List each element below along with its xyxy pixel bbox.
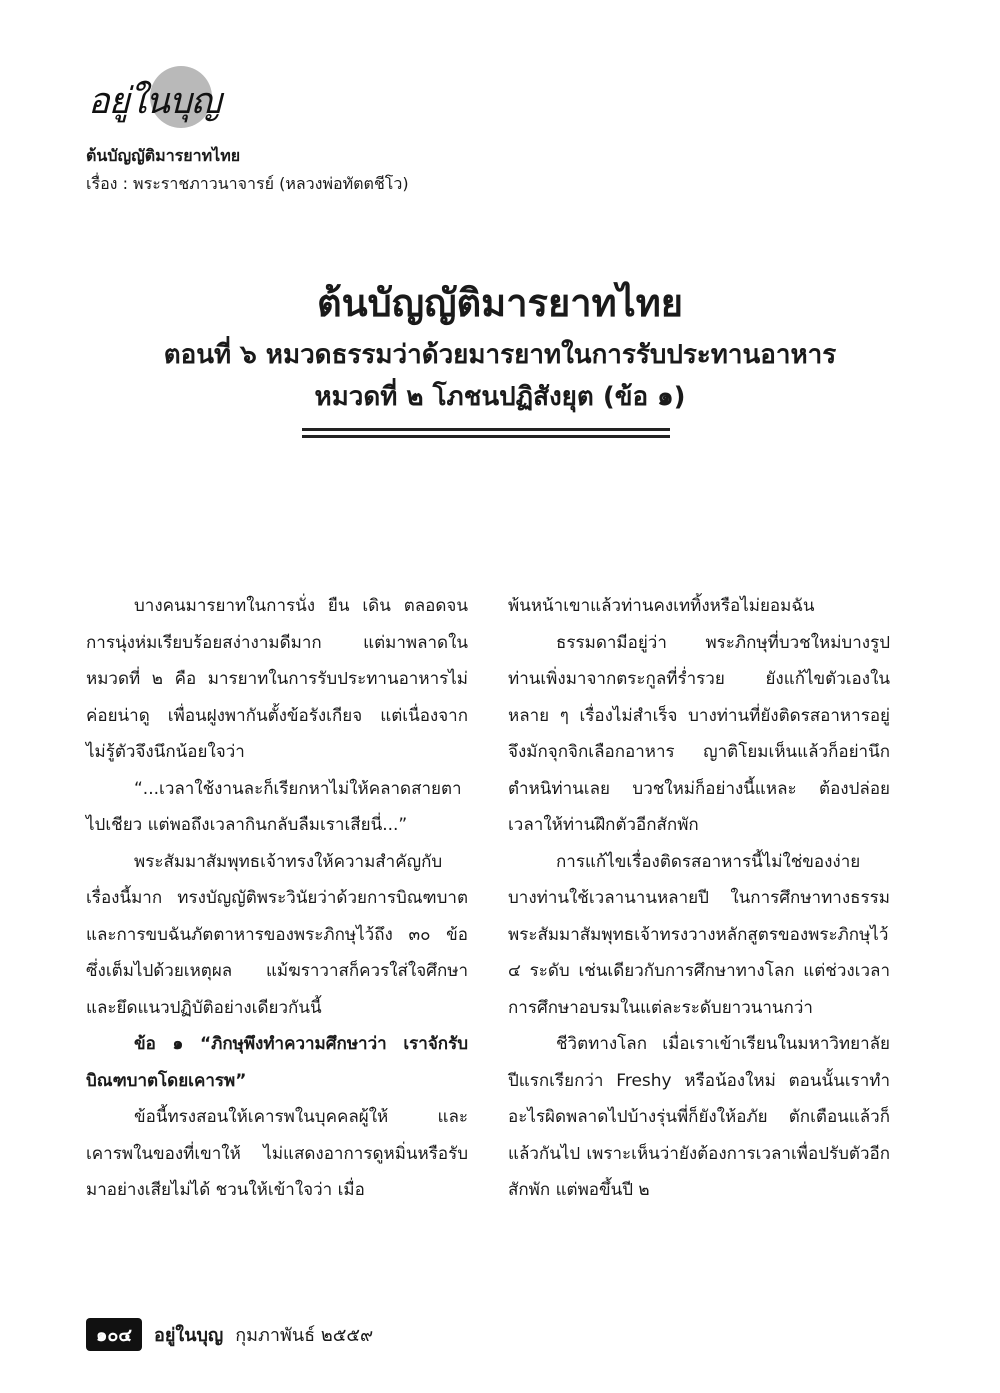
article-subtitle-1: ตอนที่ ๖ หมวดธรรมว่าด้วยมารยาทในการรับประทานอาหาร [163, 340, 837, 370]
publication-name: อยู่ในบุญ [154, 1325, 224, 1346]
section-author: เรื่อง : พระราชภาวนาจารย์ (หลวงพ่อทัตตชีโว) [86, 174, 409, 193]
paragraph: ข้อนี้ทรงสอนให้เคารพในบุคคลผู้ให้ และเคารพในของที่เขาให้ ไม่แสดงอาการดูหมิ่นหรือรับมาอย่างเสียไม่ได้ ชวนให้เข้าใจว่า เมื่อ [86, 1107, 468, 1200]
paragraph: การแก้ไขเรื่องติดรสอาหารนี้ไม่ใช่ของง่าย บางท่านใช้เวลานานหลายปี ในการศึกษาทางธรรม พระสัมมาสัมพุทธเจ้าทรงวางหลักสูตรของพระภิกษุไว้ ๔ ระดับ เช่นเดียวกับการศึกษาทางโลก แต่ช่วงเวลาการศึกษาอบรมในแต่ละระดับยาวนานกว่า [508, 851, 890, 1018]
article-title: ต้นบัญญัติมารยาทไทย [316, 281, 684, 325]
paragraph: พ้นหน้าเขาแล้วท่านคงเททิ้งหรือไม่ยอมฉัน [508, 596, 815, 616]
paragraph: บางคนมารยาทในการนั่ง ยืน เดิน ตลอดจนการนุ่งห่มเรียบร้อยสง่างามดีมาก แต่มาพลาดในหมวดที่ ๒ คือ มารยาทในการรับประทานอาหารไม่ค่อยน่าดู เพื่อนฝูงพากันตั้งข้อรังเกียจ แต่เนื่องจากไม่รู้ตัวจึงนึกน้อยใจว่า [86, 596, 468, 762]
section-title: ต้นบัญญัติมารยาทไทย [86, 146, 241, 165]
title-divider-bottom [302, 435, 670, 438]
paragraph: ชีวิตทางโลก เมื่อเราเข้าเรียนในมหาวิทยาลัยปีแรกเรียกว่า Freshy หรือน้องใหม่ ตอนนั้นเราทำอะไรผิดพลาดไปบ้างรุ่นพี่ก็ยังให้อภัย ตักเตือนแล้วก็แล้วกันไป เพราะเห็นว่ายังต้องการเวลาเพื่อปรับตัวอีกสักพัก แต่พอขึ้นปี ๒ [508, 1034, 890, 1200]
right-column [508, 588, 890, 1209]
page-number: ๑๐๔ [86, 1318, 142, 1351]
paragraph: ธรรมดามีอยู่ว่า พระภิกษุที่บวชใหม่บางรูป ท่านเพิ่งมาจากตระกูลที่ร่ำรวย ยังแก้ไขตัวเองในหลาย ๆ เรื่องไม่สำเร็จ บางท่านที่ยังติดรสอาหารอยู่จึงมักจุกจิกเลือกอาหาร ญาติโยมเห็นแล้วก็อย่านึกตำหนิท่านเลย บวชใหม่ก็อย่างนี้แหละ ต้องปล่อยเวลาให้ท่านฝึกตัวอีกสักพัก [508, 632, 890, 835]
article-subtitle-2: หมวดที่ ๒ โภชนปฏิสังยุต (ข้อ ๑) [314, 382, 686, 412]
logo-text: อยู่ในบุญ [88, 81, 221, 122]
page-footer [86, 1318, 373, 1351]
paragraph: พระสัมมาสัมพุทธเจ้าทรงให้ความสำคัญกับเรื่องนี้มาก ทรงบัญญัติพระวินัยว่าด้วยการบิณฑบาตและการขบฉันภัตตาหารของพระภิกษุไว้ถึง ๓๐ ข้อ ซึ่งเต็มไปด้วยเหตุผล แม้ฆราวาสก็ควรใส่ใจศึกษาและยึดแนวปฏิบัติอย่างเดียวกันนี้ [86, 851, 468, 1018]
issue-date: กุมภาพันธ์ ๒๕๕๙ [235, 1325, 374, 1346]
paragraph: “...เวลาใช้งานละก็เรียกหาไม่ให้คลาดสายตาไปเชียว แต่พอถึงเวลากินกลับลืมเราเสียนี่...” [86, 778, 462, 835]
title-divider-top [302, 428, 670, 431]
magazine-logo [88, 66, 238, 128]
left-column [86, 588, 468, 1209]
rule-heading: ข้อ ๑ “ภิกษุพึงทำความศึกษาว่า เราจักรับบิณฑบาตโดยเคารพ” [86, 1034, 468, 1091]
